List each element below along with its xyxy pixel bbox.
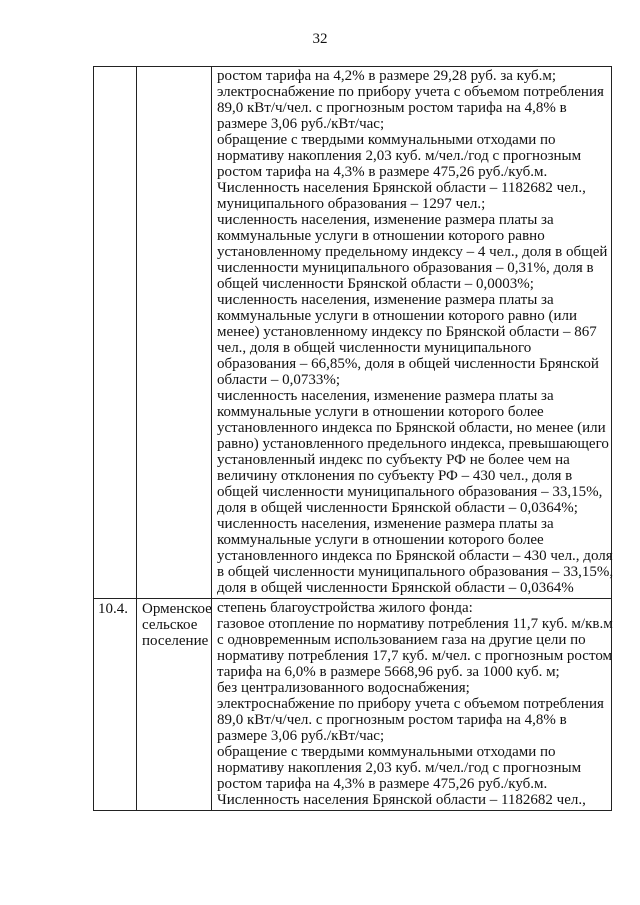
description-line: нормативу накопления 2,03 куб. м/чел./год с прогнозным	[217, 148, 582, 164]
row-number: 10.4.	[94, 599, 137, 811]
description-line: размере 3,06 руб./кВт/час;	[217, 116, 385, 132]
document-table	[93, 66, 612, 811]
description-line: ростом тарифа на 4,3% в размере 475,26 руб./куб.м.	[217, 776, 548, 792]
description-line: общей численности Брянской области – 0,0003%;	[217, 276, 534, 292]
row-number	[94, 67, 137, 599]
description-line: установленный индекс по субъекту РФ не более чем на	[217, 452, 570, 468]
description-line: степень благоустройства жилого фонда:	[217, 600, 473, 616]
settlement-name	[137, 67, 212, 599]
description-line: величину отклонения по субъекту РФ – 430 чел., доля в	[217, 468, 573, 484]
description-line: установленному предельному индексу – 4 чел., доля в общей	[217, 244, 608, 260]
description-line: коммунальные услуги в отношении которого равно	[217, 228, 545, 244]
table-row	[94, 599, 612, 811]
description-cell	[212, 599, 612, 811]
description-line: ростом тарифа на 4,2% в размере 29,28 руб. за куб.м;	[217, 68, 557, 84]
description-line: доля в общей численности Брянской области – 0,0364%	[217, 580, 574, 596]
description-line: газовое отопление по нормативу потребления 11,7 куб. м/кв.м	[217, 616, 613, 632]
description-line: ростом тарифа на 4,3% в размере 475,26 руб./куб.м.	[217, 164, 548, 180]
page-number: 32	[312, 31, 328, 47]
table-row	[94, 67, 612, 599]
description-line: 89,0 кВт/ч/чел. с прогнозным ростом тарифа на 4,8% в	[217, 100, 567, 116]
description-line: нормативу потребления 17,7 куб. м/чел. с прогнозным ростом	[217, 648, 613, 664]
description-line: общей численности муниципального образования – 33,15%,	[217, 484, 603, 500]
settlement-name	[137, 599, 212, 811]
description-cell	[212, 67, 612, 599]
description-line: коммунальные услуги в отношении которого более	[217, 404, 544, 420]
description-line: области – 0,0733%;	[217, 372, 341, 388]
description-line: Численность населения Брянской области – 1182682 чел.,	[217, 792, 586, 808]
description-line: численность населения, изменение размера платы за	[217, 292, 554, 308]
description-line: установленного индекса по Брянской области, но менее (или	[217, 420, 606, 436]
description-line: численность населения, изменение размера платы за	[217, 516, 554, 532]
description-line: Численность населения Брянской области – 1182682 чел.,	[217, 180, 586, 196]
description-line: обращение с твердыми коммунальными отходами по	[217, 132, 556, 148]
description-line: численность населения, изменение размера платы за	[217, 388, 554, 404]
description-line: коммунальные услуги в отношении которого более	[217, 532, 544, 548]
description-line: 89,0 кВт/ч/чел. с прогнозным ростом тарифа на 4,8% в	[217, 712, 567, 728]
description-line: без централизованного водоснабжения;	[217, 680, 470, 696]
description-line: электроснабжение по прибору учета с объемом потребления	[217, 696, 604, 712]
description-line: муниципального образования – 1297 чел.;	[217, 196, 486, 212]
description-line: чел., доля в общей численности муниципального	[217, 340, 532, 356]
description-line: менее) установленному индексу по Брянской области – 867	[217, 324, 597, 340]
settlement-name-line: поселение	[142, 633, 209, 649]
description-line: равно) установленного предельного индекса, превышающего	[217, 436, 609, 452]
description-line: установленного индекса по Брянской области – 430 чел., доля	[217, 548, 613, 564]
description-line: образования – 66,85%, доля в общей численности Брянской	[217, 356, 599, 372]
settlement-name-line: Орменское	[142, 601, 212, 617]
description-line: обращение с твердыми коммунальными отходами по	[217, 744, 556, 760]
description-line: размере 3,06 руб./кВт/час;	[217, 728, 385, 744]
description-line: в общей численности муниципального образования – 33,15%,	[217, 564, 614, 580]
settlement-name-line: сельское	[142, 617, 198, 633]
description-line: тарифа на 6,0% в размере 5668,96 руб. за 1000 куб. м;	[217, 664, 560, 680]
description-line: электроснабжение по прибору учета с объемом потребления	[217, 84, 604, 100]
description-line: коммунальные услуги в отношении которого равно (или	[217, 308, 577, 324]
description-line: численность населения, изменение размера платы за	[217, 212, 554, 228]
description-line: доля в общей численности Брянской области – 0,0364%;	[217, 500, 578, 516]
description-line: с одновременным использованием газа на другие цели по	[217, 632, 586, 648]
table-body	[94, 67, 612, 811]
description-line: нормативу накопления 2,03 куб. м/чел./год с прогнозным	[217, 760, 582, 776]
description-line: численности муниципального образования – 0,31%, доля в	[217, 260, 594, 276]
